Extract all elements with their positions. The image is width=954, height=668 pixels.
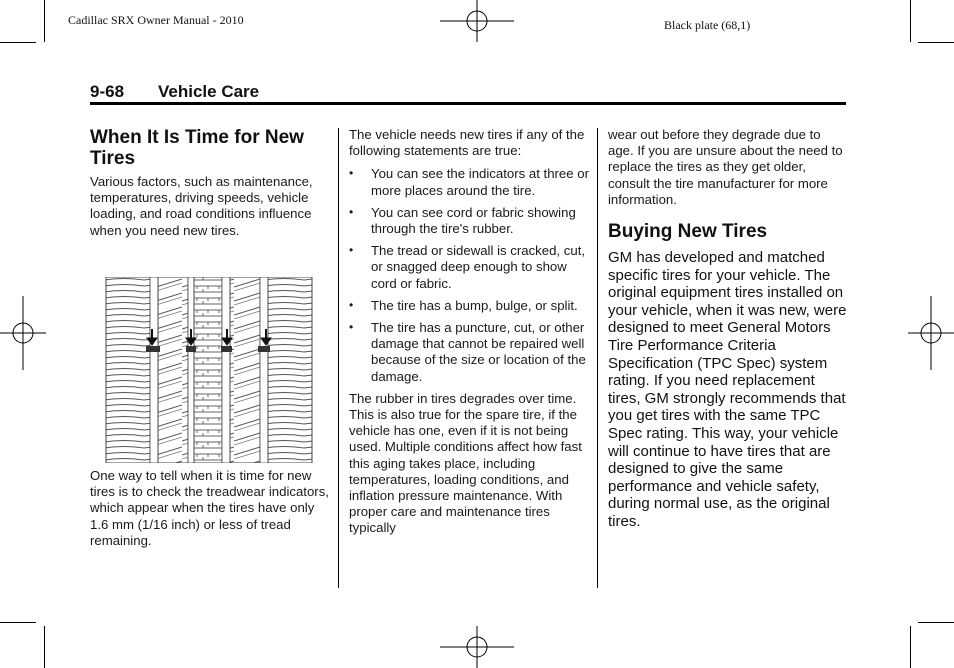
bullet-icon: • bbox=[349, 204, 354, 219]
crop-mark bbox=[918, 42, 954, 43]
list-item: • The tire has a bump, bulge, or split. bbox=[349, 297, 578, 313]
bullet-icon: • bbox=[349, 166, 354, 181]
caption-text: One way to tell when it is time for new tires is to check the treadwear indicators, which appear when the tires have only 1.6 mm (1/16 inch) or less of tread remaining. bbox=[90, 468, 329, 548]
col2-intro: The vehicle needs new tires if any of the following statements are true: bbox=[349, 127, 585, 159]
intro-paragraph: Various factors, such as maintenance, temperatures, driving speeds, vehicle loading, and road conditions influence when you need new tires. bbox=[90, 174, 313, 238]
crop-mark bbox=[0, 42, 36, 43]
list-item: • You can see the indicators at three or more places around the tire. bbox=[349, 166, 589, 198]
column-1 bbox=[90, 127, 330, 239]
aging-paragraph: The rubber in tires degrades over time. This is also true for the spare tire, if the vehicle has one, even if it is not being used. Multiple conditions affect how fast this aging takes place, including temperatures, loading conditions, and inflation pressure maintenance. With proper care and maintenance tires typically bbox=[349, 390, 582, 536]
bullet-icon: • bbox=[349, 297, 354, 312]
list-item: • You can see cord or fabric showing through the tire's rubber. bbox=[349, 204, 576, 237]
crop-mark bbox=[44, 0, 45, 42]
bullet-icon: • bbox=[349, 243, 354, 258]
plate-label: Black plate (68,1) bbox=[664, 18, 751, 32]
continued-paragraph: wear out before they degrade due to age. If you are unsure about the need to replace the tires as they get older, consult the tire manufacturer for more information. bbox=[608, 127, 843, 207]
manual-title: Cadillac SRX Owner Manual - 2010 bbox=[68, 13, 244, 27]
column-2 bbox=[349, 127, 589, 537]
tread-wear-indicator-illustration bbox=[104, 277, 314, 463]
crop-mark bbox=[910, 626, 911, 668]
section-title: Vehicle Care bbox=[158, 82, 260, 101]
crop-mark bbox=[44, 626, 45, 668]
crop-mark bbox=[0, 622, 36, 623]
heading-buying-new-tires: Buying New Tires bbox=[608, 221, 768, 243]
registration-target-icon bbox=[440, 626, 514, 668]
column-3 bbox=[608, 127, 848, 531]
registration-target-icon bbox=[0, 296, 46, 370]
list-item: • The tread or sidewall is cracked, cut, or snagged deep enough to show cord or fabric. bbox=[349, 243, 586, 291]
section-rule bbox=[90, 102, 846, 105]
column-divider bbox=[338, 128, 339, 588]
bullet-icon: • bbox=[349, 320, 354, 335]
list-item: • The tire has a puncture, cut, or other damage that cannot be repaired well because of the size or location of the damage. bbox=[349, 320, 586, 384]
registration-target-icon bbox=[908, 296, 954, 370]
section-header bbox=[90, 82, 259, 102]
column-divider bbox=[597, 128, 598, 588]
crop-mark bbox=[910, 0, 911, 42]
condition-list bbox=[349, 166, 589, 384]
heading-new-tires: When It Is Time for New Tires bbox=[90, 127, 304, 169]
crop-mark bbox=[918, 622, 954, 623]
page-number: 9-68 bbox=[90, 82, 125, 101]
illustration-caption bbox=[90, 468, 332, 549]
buying-paragraph: GM has developed and matched specific tires for your vehicle. The original equipment tires installed on your vehicle, when it was new, were designed to meet General Motors Tire Performance Criteria Specification (TPC Spec) system rating. If you need replacement tires, GM strongly recommends that you get tires with the same TPC Spec rating. This way, your vehicle will continue to have tires that are designed to give the same performance and vehicle safety, during normal use, as the original tires. bbox=[608, 249, 847, 530]
registration-target-icon bbox=[440, 0, 514, 42]
